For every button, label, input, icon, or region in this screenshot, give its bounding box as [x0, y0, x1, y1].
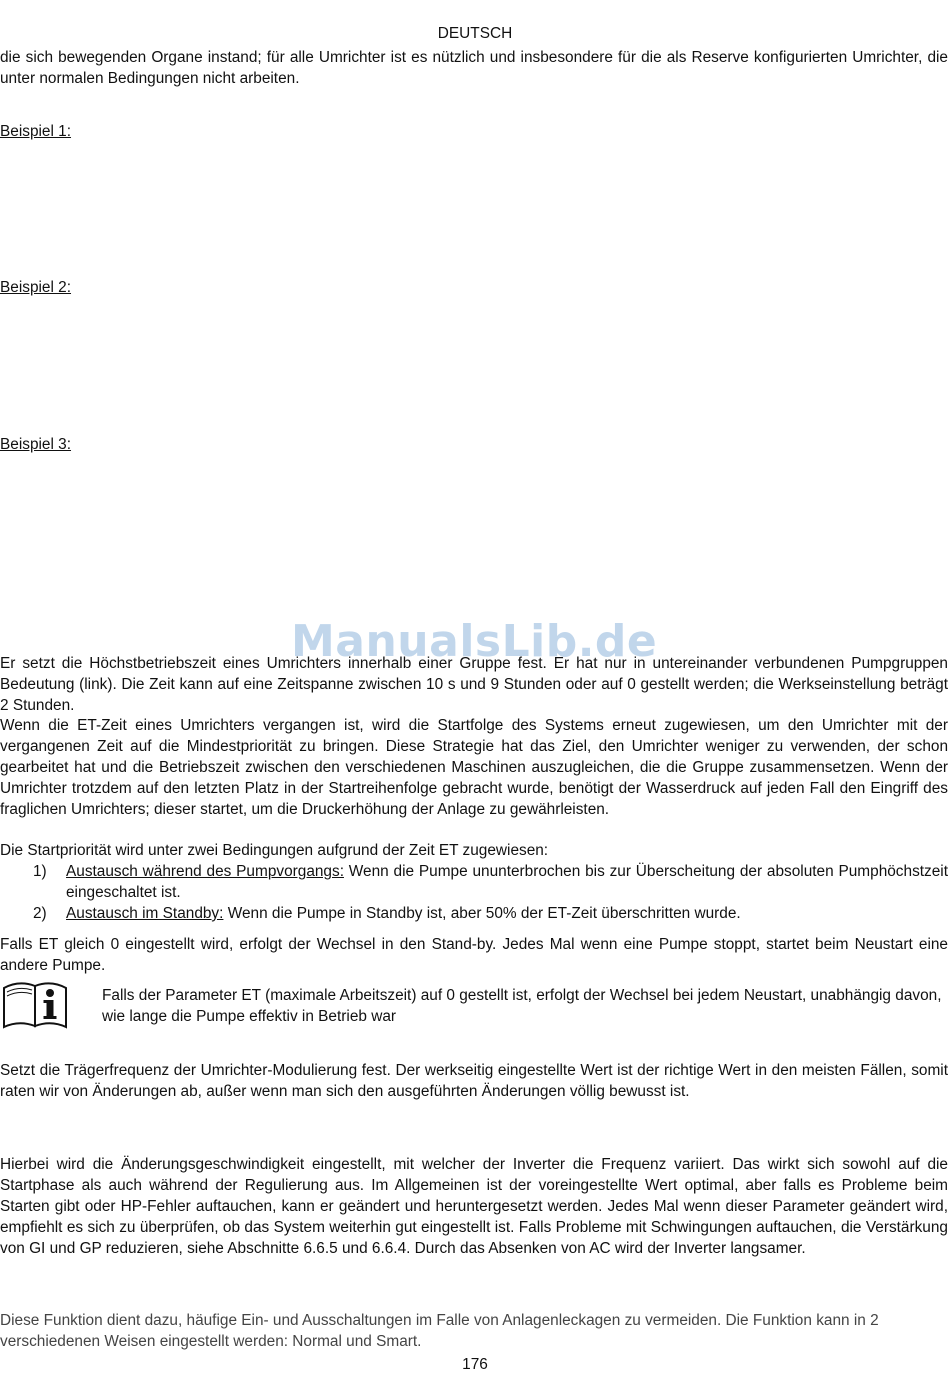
anti-cycling-paragraph: Diese Funktion dient dazu, häufige Ein- und Ausschaltungen im Falle von Anlagenleckagen zu vermeiden. Die Funktion kann in 2 verschiedenen Weisen eingestellt werden: Normal und Smart. — [0, 1312, 879, 1350]
list-item-text: Wenn die Pumpe ununterbrochen bis zur Überscheitung der absoluten Pumphöchstzeit eingeschaltet ist. — [66, 863, 948, 901]
carrier-frequency-paragraph: Setzt die Trägerfrequenz der Umrichter-Modulierung fest. Der werkseitig eingestellte Wert ist der richtige Wert in den meisten Fällen, somit raten wir von Änderungen ab, außer wenn man sich den ausgeführten Änderungen völlig bewusst ist. — [0, 1062, 948, 1100]
list-item — [0, 903, 948, 924]
priority-conditions-list — [0, 861, 948, 924]
et-paragraph-conditions: Die Startpriorität wird unter zwei Bedingungen aufgrund der Zeit ET zugewiesen: — [0, 842, 549, 859]
list-item — [0, 861, 948, 903]
et-paragraph-strategy: Wenn die ET-Zeit eines Umrichters vergangen ist, wird die Startfolge des Systems erneut zugewiesen, um den Umrichter mit der vergangenen Zeit auf die Mindestpriorität zu bringen. Diese Strategie hat das Ziel, den Umrichter weniger zu verwenden, der schon gearbeitet hat und die Betriebszeit zwischen den verschiedenen Maschinen auszugleichen, die die Gruppe zusammensetzen. Wenn der Umrichter trotzdem auf den letzten Platz in der Startreihenfolge gebracht wurde, benötigt der Wasserdruck auf jeden Fall den Eingriff des fraglichen Umrichters; dieser startet, um die Druckerhöhung der Anlage zu gewährleisten. — [0, 717, 948, 818]
example-3-heading: Beispiel 3: — [0, 436, 72, 453]
list-item-text: Wenn die Pumpe in Standby ist, aber 50% der ET-Zeit überschritten wurde. — [223, 905, 741, 922]
watermark-logo: ManualsLib.de — [291, 616, 658, 667]
example-2-heading: Beispiel 2: — [0, 279, 72, 296]
list-item-title: Austausch während des Pumpvorgangs: — [66, 863, 344, 880]
list-item-number: 2) — [33, 905, 47, 922]
info-note-text: Falls der Parameter ET (maximale Arbeitszeit) auf 0 gestellt ist, erfolgt der Wechsel bei jedem Neustart, unabhängig davon, wie lange die Pumpe effektiv in Betrieb war — [102, 987, 942, 1025]
et-paragraph-zero: Falls ET gleich 0 eingestellt wird, erfolgt der Wechsel in den Stand-by. Jedes Mal wenn eine Pumpe stoppt, startet beim Neustart eine andere Pumpe. — [0, 936, 948, 974]
example-1-heading: Beispiel 1: — [0, 123, 72, 140]
info-book-icon — [2, 978, 68, 1030]
ac-acceleration-paragraph: Hierbei wird die Änderungsgeschwindigkeit eingestellt, mit welcher der Inverter die Frequenz variiert. Das wirkt sich sowohl auf die Startphase als auch während der Regulierung aus. Im Allgemeinen ist der voreingestellte Wert optimal, aber falls es Probleme beim Starten gibt oder HP-Fehler auftauchen, kann er geändert und heruntergesetzt werden. Jedes Mal wenn dieser Parameter geändert wird, empfiehlt es sich zu überprüfen, ob das System weiterhin gut eingestellt ist. Falls Probleme mit Schwingungen auftauchen, die Verstärkung von GI und GP reduzieren, siehe Abschnitte 6.6.5 und 6.6.4. Durch das Absenken von AC wird der Inverter langsamer. — [0, 1156, 948, 1257]
et-paragraph-definition: Er setzt die Höchstbetriebszeit eines Umrichters innerhalb einer Gruppe fest. Er hat nur in untereinander verbundenen Pumpgruppen Bedeutung (link). Die Zeit kann auf eine Zeitspanne zwischen 10 s und 9 Stunden oder auf 0 gestellt werden; die Werkseinstellung beträgt 2 Stunden. — [0, 655, 948, 714]
page-number: 176 — [462, 1356, 488, 1373]
page-header-language: DEUTSCH — [437, 25, 513, 42]
list-item-number: 1) — [33, 863, 47, 880]
list-item-title: Austausch im Standby: — [66, 905, 224, 922]
intro-paragraph: die sich bewegenden Organe instand; für alle Umrichter ist es nützlich und insbesondere für die als Reserve konfigurierten Umrichter, die unter normalen Bedingungen nicht arbeiten. — [0, 49, 948, 87]
